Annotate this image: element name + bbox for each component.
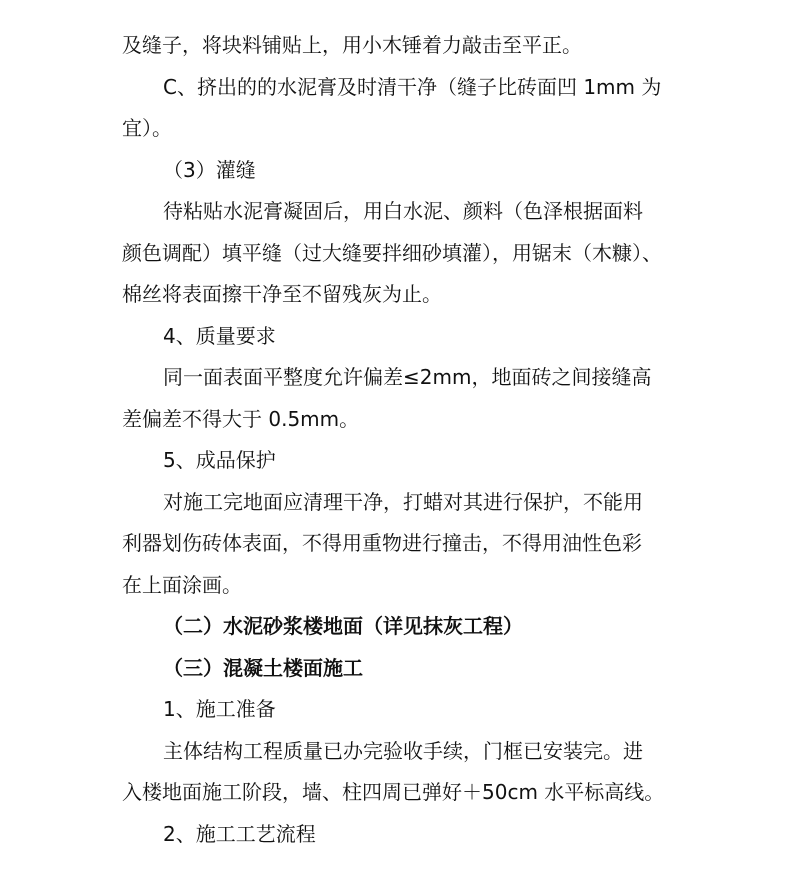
subsection-heading: （3）灌缝: [163, 158, 256, 182]
subsection-heading: 1、施工准备: [163, 697, 276, 721]
text-line: 棉丝将表面擦干净至不留残灰为止。: [122, 282, 442, 306]
subsection-heading: 5、成品保护: [163, 448, 276, 472]
text-line: 利器划伤砖体表面，不得用重物进行撞击，不得用油性色彩: [122, 531, 642, 555]
text-line: 宜）。: [122, 116, 172, 140]
subsection-heading: 4、质量要求: [163, 324, 276, 348]
text-line: 在上面涂画。: [122, 573, 242, 597]
text-line: 对施工完地面应清理干净，打蜡对其进行保护，不能用: [163, 490, 643, 514]
text-line: 待粘贴水泥膏凝固后，用白水泥、颜料（色泽根据面料: [163, 199, 643, 223]
text-line: 颜色调配）填平缝（过大缝要拌细砂填灌），用锯末（木糠）、: [122, 241, 662, 265]
subsection-heading: 2、施工工艺流程: [163, 822, 316, 846]
text-line: 及缝子，将块料铺贴上，用小木锤着力敲击至平正。: [122, 33, 582, 57]
text-line: 入楼地面施工阶段，墙、柱四周已弹好＋50cm 水平标高线。: [122, 780, 665, 804]
text-line: 主体结构工程质量已办完验收手续，门框已安装完。进: [163, 739, 643, 763]
text-line: 差偏差不得大于 0.5mm。: [122, 407, 360, 431]
text-line: 同一面表面平整度允许偏差≤2mm，地面砖之间接缝高: [163, 365, 652, 389]
text-line: C、挤出的的水泥膏及时清干净（缝子比砖面凹 1mm 为: [163, 75, 662, 99]
section-heading: （三）混凝土楼面施工: [163, 656, 363, 680]
section-heading: （二）水泥砂浆楼地面（详见抹灰工程）: [163, 614, 523, 638]
